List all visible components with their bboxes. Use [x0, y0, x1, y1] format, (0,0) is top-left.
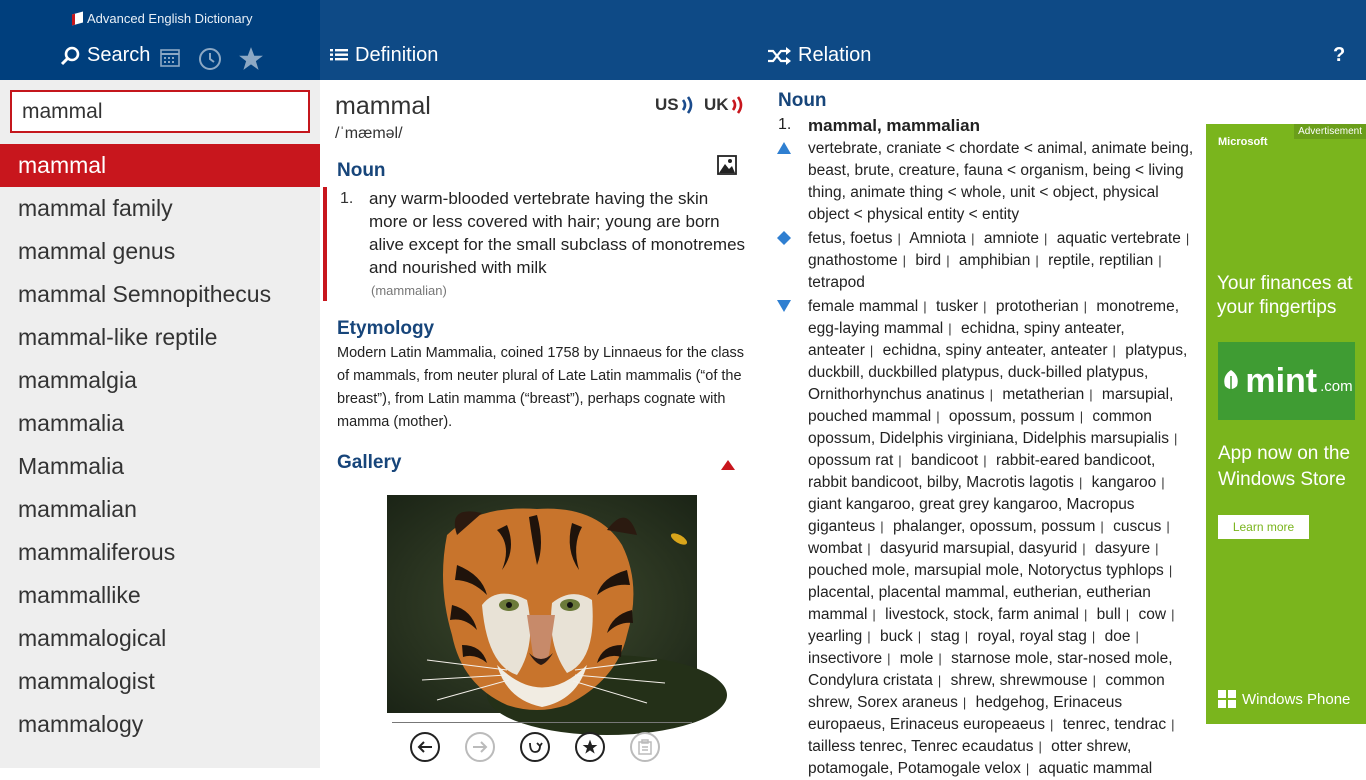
ad-footer — [1218, 690, 1350, 708]
hyponym-term[interactable]: echidna, spiny anteater, anteater — [808, 320, 1125, 359]
app-logo-icon — [72, 12, 83, 26]
term-separator: | — [962, 695, 967, 710]
hyponym-term[interactable]: insectivore — [808, 650, 883, 667]
help-button[interactable]: ? — [1333, 44, 1346, 66]
term-separator: | — [1025, 761, 1030, 776]
definition-pane — [320, 80, 760, 768]
advertisement-banner[interactable] — [1206, 124, 1366, 724]
term-separator: | — [867, 629, 871, 644]
sister-term[interactable]: aquatic vertebrate — [1056, 230, 1181, 247]
term-separator: | — [938, 651, 942, 666]
sense-definition: any warm-blooded vertebrate having the skin more or less covered with hair; young are born alive except for the small subclass of monotremes and nourished with milk — [369, 189, 746, 277]
term-separator: | — [948, 321, 952, 336]
tab-definition[interactable] — [330, 44, 438, 67]
suggestion-item[interactable]: mammalia — [18, 410, 125, 436]
sister-term-diamond-icon — [777, 231, 791, 245]
term-separator: | — [869, 343, 874, 358]
leaf-icon — [1220, 368, 1242, 394]
hyponym-term[interactable]: tailless tenrec, Tenrec ecaudatus — [808, 738, 1034, 755]
sidebar-header — [0, 0, 320, 80]
pronounce-uk-label: UK — [704, 95, 729, 114]
tab-relation[interactable] — [767, 44, 871, 67]
windows-logo-icon — [1218, 690, 1236, 708]
hyponym-term[interactable]: starnose mole, star-nosed mole, Condylura cristata — [808, 650, 1173, 689]
calendar-icon — [160, 49, 180, 67]
term-separator: | — [867, 541, 871, 556]
term-separator: | — [897, 231, 901, 246]
term-separator: | — [1038, 739, 1042, 754]
hyponym-term[interactable]: livestock, stock, farm animal — [885, 606, 1079, 623]
suggestion-item[interactable]: mammal genus — [18, 238, 176, 264]
hyponym-term[interactable]: common shrew, Sorex araneus — [808, 672, 1165, 711]
hyponym-term[interactable]: aquatic mammal — [1038, 760, 1153, 777]
term-separator: | — [1185, 231, 1190, 246]
tab-relation-label: Relation — [798, 44, 872, 66]
favorites-button[interactable] — [238, 46, 264, 72]
term-separator: | — [1171, 607, 1175, 622]
term-separator: | — [1089, 387, 1093, 402]
hyponym-term[interactable]: hedgehog, Erinaceus europaeus, Erinaceus europeaeus — [808, 694, 1123, 733]
term-separator: | — [1158, 253, 1162, 268]
term-separator: | — [880, 519, 884, 534]
hypernym-up-arrow-icon — [777, 142, 791, 154]
term-separator: | — [923, 299, 927, 314]
suggestion-item-selected[interactable]: mammal — [0, 144, 320, 187]
word-of-day-button[interactable] — [160, 49, 180, 67]
term-separator: | — [1161, 475, 1165, 490]
sister-term[interactable]: amniote — [983, 230, 1040, 247]
hyponym-term[interactable]: pouched mole, marsupial mole, Notoryctus typhlops — [808, 562, 1164, 579]
term-separator: | — [1092, 673, 1096, 688]
term-separator: | — [898, 453, 902, 468]
share-icon — [527, 739, 543, 755]
content-header — [320, 0, 1366, 80]
history-button[interactable] — [198, 47, 222, 71]
suggestion-item[interactable]: mammalogist — [18, 668, 155, 694]
pronounce-uk-button[interactable] — [704, 94, 745, 116]
hyponym-term[interactable]: dasyurid marsupial, dasyurid — [879, 540, 1078, 557]
hyponym-term[interactable]: bandicoot — [911, 452, 979, 469]
hyponym-term[interactable]: mole — [899, 650, 934, 667]
pronounce-us-button[interactable] — [655, 94, 695, 116]
term-separator: | — [1166, 519, 1170, 534]
term-separator: | — [1125, 607, 1130, 622]
history-icon — [198, 47, 222, 71]
hyponym-term[interactable]: prototherian — [995, 298, 1079, 315]
hyponym-term[interactable]: giant kangaroo, great grey kangaroo, Macropus giganteus — [808, 496, 1135, 535]
mint-logo — [1218, 342, 1355, 420]
hyponym-term[interactable]: female mammal — [808, 298, 919, 315]
term-separator: | — [917, 629, 922, 644]
headword: mammal — [335, 92, 431, 120]
ad-headline: Your finances at your fingertips — [1217, 273, 1353, 318]
term-separator: | — [983, 453, 987, 468]
hyponym-term[interactable]: platypus, duckbill, duckbilled platypus, duck-billed platypus, Ornithorhynchus anatinus — [808, 342, 1188, 403]
term-separator: | — [1035, 253, 1039, 268]
term-separator: | — [902, 253, 907, 268]
hyponym-term[interactable]: royal, royal stag — [977, 628, 1087, 645]
term-separator: | — [964, 629, 969, 644]
hyponym-term[interactable]: opossum, possum — [948, 408, 1075, 425]
relation-pane — [760, 80, 1206, 777]
suggestion-item[interactable]: mammalogical — [18, 625, 167, 651]
mint-logo-text: mint — [1245, 361, 1318, 400]
term-separator: | — [971, 231, 975, 246]
hyponym-term[interactable]: opossum rat — [808, 452, 894, 469]
hyponym-term[interactable]: metatherian — [1002, 386, 1085, 403]
relation-noun-heading: Noun — [778, 90, 827, 111]
term-separator: | — [989, 387, 994, 402]
hyponym-term[interactable]: tusker — [935, 298, 979, 315]
pronounce-us-label: US — [655, 95, 679, 114]
hyponym-term[interactable]: cuscus — [1113, 518, 1162, 535]
sense-number: 1. — [340, 190, 354, 207]
ad-brand: Microsoft — [1218, 136, 1268, 148]
hyponym-term[interactable]: stag — [930, 628, 960, 645]
term-separator: | — [1155, 541, 1159, 556]
term-separator: | — [887, 651, 891, 666]
image-icon[interactable] — [717, 155, 737, 175]
hyponym-term[interactable]: bull — [1096, 606, 1121, 623]
hyponym-term[interactable]: monotreme, egg-laying mammal — [808, 298, 1180, 337]
suggestion-item[interactable]: mammal-like reptile — [18, 324, 218, 350]
hyponym-term[interactable]: dasyure — [1094, 540, 1151, 557]
relation-headwords: mammal, mammalian — [808, 116, 980, 135]
app-title-text: Advanced English Dictionary — [87, 11, 253, 26]
gallery-divider — [392, 722, 692, 723]
hyponym-term[interactable]: wombat — [808, 540, 863, 557]
suggestion-item[interactable]: mammal Semnopithecus — [18, 281, 272, 307]
ad-learn-more-button[interactable]: Learn more — [1218, 515, 1309, 539]
suggestion-item[interactable]: mammaliferous — [18, 539, 176, 565]
sense-synonyms[interactable]: (mammalian) — [371, 283, 447, 298]
sound-wave-icon — [681, 94, 695, 116]
hyponym-term[interactable]: kangaroo — [1091, 474, 1157, 491]
term-separator: | — [1173, 431, 1178, 446]
sister-term[interactable]: bird — [915, 252, 942, 269]
sidebar — [0, 80, 320, 768]
shuffle-icon — [767, 47, 791, 65]
hyponym-term[interactable]: doe — [1104, 628, 1131, 645]
hyponym-term[interactable]: shrew, shrewmouse — [950, 672, 1088, 689]
ad-label: Advertisement — [1294, 124, 1366, 139]
search-input[interactable] — [10, 90, 310, 133]
sister-term[interactable]: Amniota — [909, 230, 967, 247]
mint-logo-suffix: .com — [1320, 377, 1353, 395]
sister-term[interactable]: tetrapod — [808, 274, 865, 291]
term-separator: | — [936, 409, 940, 424]
hyponym-term[interactable]: placental, placental mammal, eutherian, eutherian mammal — [808, 584, 1151, 623]
suggestion-item[interactable]: mammalgia — [18, 367, 137, 393]
hyponym-down-arrow-icon — [777, 300, 791, 312]
list-icon — [330, 48, 348, 64]
favorites-star-icon — [238, 46, 264, 72]
hyponym-term[interactable]: common opossum, Didelphis virginiana, Didelphis marsupialis — [808, 408, 1169, 447]
favorite-icon — [582, 739, 598, 755]
ad-footer-text: Windows Phone — [1242, 690, 1351, 708]
term-separator: | — [1079, 409, 1084, 424]
sister-term[interactable]: reptile, reptilian — [1048, 252, 1154, 269]
tiger-photo — [387, 495, 697, 713]
term-separator: | — [1135, 629, 1139, 644]
suggestion-item[interactable]: Mammalia — [18, 453, 125, 479]
etymology-text: Modern Latin Mammalia, coined 1758 by Linnaeus for the class of mammals, from neuter plural of Late Latin mammalis (“of the breast”), from Latin mamma (“breast”), perhaps cognate with mamma (mother). — [337, 345, 745, 430]
search-nav-label: Search — [87, 44, 151, 66]
term-separator: | — [1083, 607, 1088, 622]
hyponym-term[interactable]: rabbit-eared bandicoot, rabbit bandicoot, bilby, Macrotis lagotis — [808, 452, 1156, 491]
forward-icon — [472, 740, 488, 754]
search-nav-button[interactable] — [60, 44, 150, 67]
suggestion-item[interactable]: mammalogy — [18, 711, 144, 737]
sister-term[interactable]: fetus, foetus — [808, 230, 893, 247]
term-separator: | — [872, 607, 876, 622]
back-icon — [417, 740, 433, 754]
hyponym-list[interactable] — [808, 296, 1198, 780]
term-separator: | — [1078, 475, 1083, 490]
suggestion-item[interactable]: mammal family — [18, 195, 173, 221]
sister-terms[interactable] — [808, 228, 1198, 294]
ad-store-text: App now on the Windows Store — [1218, 443, 1351, 490]
copy-icon — [638, 739, 652, 755]
term-separator: | — [1112, 343, 1116, 358]
suggestion-item[interactable]: mammalian — [18, 496, 137, 522]
gallery-forward-button[interactable] — [465, 732, 495, 762]
gallery-back-button[interactable] — [410, 732, 440, 762]
etymology-heading: Etymology — [337, 318, 435, 339]
hyponym-term[interactable]: echidna, spiny anteater, anteater — [882, 342, 1108, 359]
app-title — [72, 11, 252, 26]
hypernym-chain[interactable]: vertebrate, craniate < chordate < animal, animate being, beast, brute, creature, fauna < organism, being < living thing, animate thing < whole, unit < object, physical object < physical entity < entity — [808, 140, 1194, 223]
tab-definition-label: Definition — [355, 44, 439, 66]
term-separator: | — [1091, 629, 1096, 644]
gallery-heading: Gallery — [337, 452, 402, 473]
term-separator: | — [937, 673, 942, 688]
hyponym-term[interactable]: phalanger, opossum, possum — [892, 518, 1096, 535]
hyponym-term[interactable]: buck — [879, 628, 913, 645]
hyponym-term[interactable]: tenrec, tendrac — [1062, 716, 1167, 733]
term-separator: | — [983, 299, 987, 314]
gallery-image[interactable] — [387, 495, 697, 713]
gallery-copy-button[interactable] — [630, 732, 660, 762]
noun-heading: Noun — [337, 160, 386, 181]
hyponym-term[interactable]: otter shrew, potamogale, Potamogale velox — [808, 738, 1132, 777]
hyponym-term[interactable]: yearling — [808, 628, 863, 645]
term-separator: | — [1171, 717, 1175, 732]
term-separator: | — [1168, 563, 1173, 578]
sound-wave-icon — [731, 94, 745, 116]
term-separator: | — [1100, 519, 1104, 534]
sense-highlight-bar — [323, 187, 327, 301]
term-separator: | — [946, 253, 950, 268]
term-separator: | — [1083, 299, 1087, 314]
collapse-arrow-icon[interactable] — [721, 460, 735, 470]
sister-term[interactable]: gnathostome — [808, 252, 898, 269]
term-separator: | — [1044, 231, 1048, 246]
pronunciation-ipa: /ˈmæməl/ — [335, 125, 403, 142]
search-icon — [60, 46, 80, 66]
hyponym-term[interactable]: cow — [1138, 606, 1167, 623]
gallery-share-button[interactable] — [520, 732, 550, 762]
gallery-favorite-button[interactable] — [575, 732, 605, 762]
relation-sense-number: 1. — [778, 116, 792, 133]
suggestion-item[interactable]: mammallike — [18, 582, 141, 608]
term-separator: | — [1049, 717, 1054, 732]
term-separator: | — [1082, 541, 1086, 556]
sister-term[interactable]: amphibian — [958, 252, 1031, 269]
suggestion-list — [0, 144, 320, 746]
hyponym-term[interactable]: marsupial, pouched mammal — [808, 386, 1174, 425]
